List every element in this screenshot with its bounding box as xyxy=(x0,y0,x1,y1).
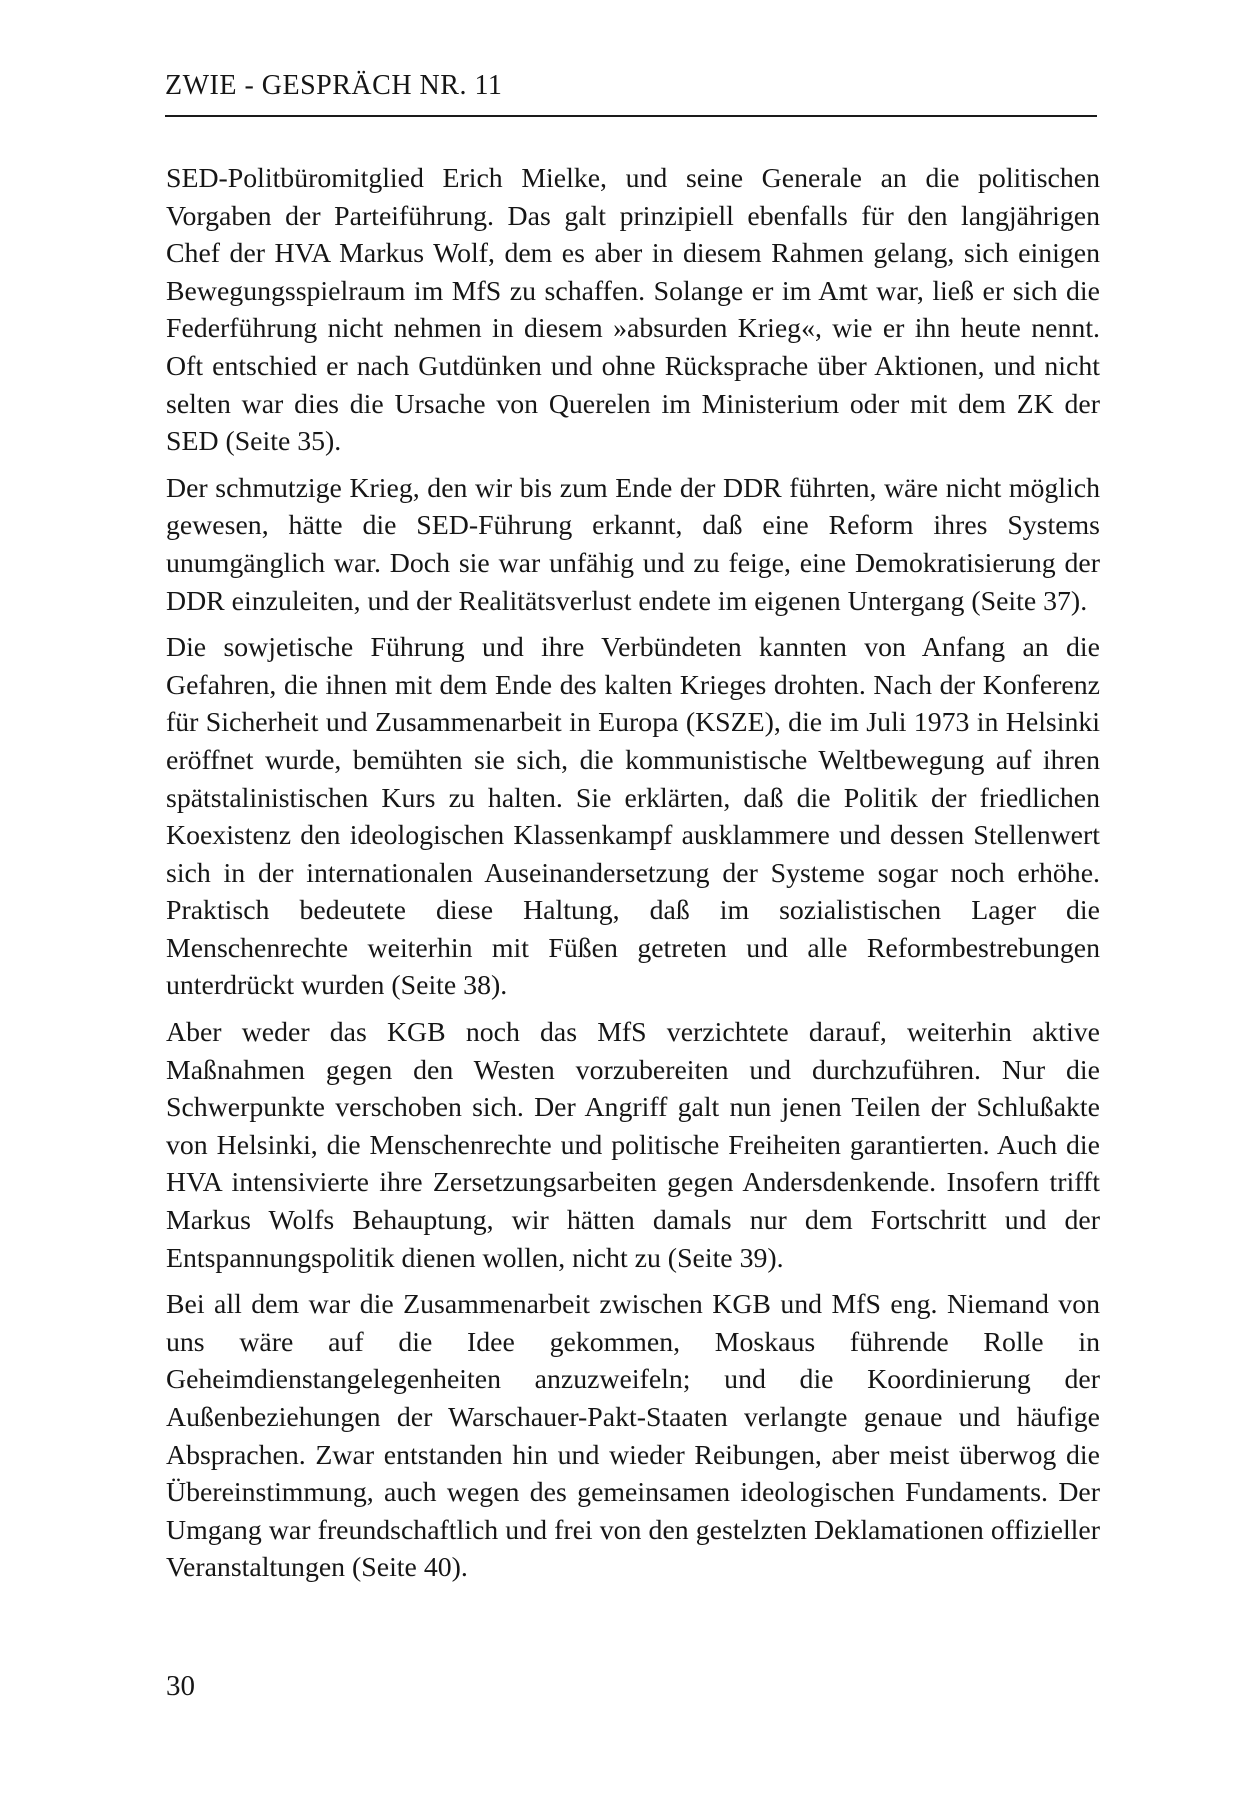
page-number: 30 xyxy=(166,1670,195,1702)
paragraph-5: Bei all dem war die Zusammenarbeit zwischen KGB und MfS eng. Niemand von uns wäre auf die Idee gekommen, Moskaus führende Rolle in Geheimdienstangelegenheiten anzuzweifeln; und die Koordinierung der Außenbeziehungen der Warschauer-Pakt-Staaten verlangte genaue und häufige Absprachen. Zwar entstanden hin und wieder Reibungen, aber meist überwog die Übereinstimmung, auch wegen des gemeinsamen ideologischen Fundaments. Der Umgang war freundschaftlich und frei von den gestelzten Deklamationen offizieller Veranstaltungen (Seite 40). xyxy=(166,1289,1100,1584)
header-rule xyxy=(165,115,1097,117)
paragraph-1: SED-Politbüromitglied Erich Mielke, und seine Generale an die politischen Vorgaben der Parteiführung. Das galt prinzipiell ebenfalls für den langjährigen Chef der HVA Markus Wolf, dem es aber in diesem Rahmen gelang, sich einigen Bewegungsspielraum im MfS zu schaffen. Solange er im Amt war, ließ er sich die Federführung nicht nehmen in diesem »absurden Krieg«, wie er ihn heute nennt. Oft entschied er nach Gutdünken und ohne Rücksprache über Aktionen, und nicht selten war dies die Ursache von Querelen im Ministerium oder mit dem ZK der SED (Seite 35). xyxy=(166,163,1100,458)
running-header: ZWIE - GESPRÄCH NR. 11 xyxy=(165,70,503,101)
paragraph-2: Der schmutzige Krieg, den wir bis zum Ende der DDR führten, wäre nicht möglich gewesen, hätte die SED-Führung erkannt, daß eine Reform ihres Systems unumgänglich war. Doch sie war unfähig und zu feige, eine Demokratisierung der DDR einzuleiten, und der Realitätsverlust endete im eigenen Untergang (Seite 37). xyxy=(166,472,1100,617)
body-text xyxy=(166,160,1100,1596)
paragraph-3: Die sowjetische Führung und ihre Verbündeten kannten von Anfang an die Gefahren, die ihnen mit dem Ende des kalten Krieges drohten. Nach der Konferenz für Sicherheit und Zusammenarbeit in Europa (KSZE), die im Juli 1973 in Helsinki eröffnet wurde, bemühten sie sich, die kommunistische Weltbewegung auf ihren spätstalinistischen Kurs zu halten. Sie erklärten, daß die Politik der friedlichen Koexistenz den ideologischen Klassenkampf ausklammere und dessen Stellenwert sich in der internationalen Auseinandersetzung der Systeme sogar noch erhöhe. Praktisch bedeutete diese Haltung, daß im sozialistischen Lager die Menschenrechte weiterhin mit Füßen getreten und alle Reformbestrebungen unterdrückt wurden (Seite 38). xyxy=(166,632,1100,1002)
paragraph-4: Aber weder das KGB noch das MfS verzichtete darauf, weiterhin aktive Maßnahmen gegen den Westen vorzubereiten und durchzuführen. Nur die Schwerpunkte verschoben sich. Der Angriff galt nun jenen Teilen der Schlußakte von Helsinki, die Menschenrechte und politische Freiheiten garantierten. Auch die HVA intensivierte ihre Zersetzungsarbeiten gegen Andersdenkende. Insofern trifft Markus Wolfs Behauptung, wir hätten damals nur dem Fortschritt und der Entspannungspolitik dienen wollen, nicht zu (Seite 39). xyxy=(166,1017,1100,1274)
